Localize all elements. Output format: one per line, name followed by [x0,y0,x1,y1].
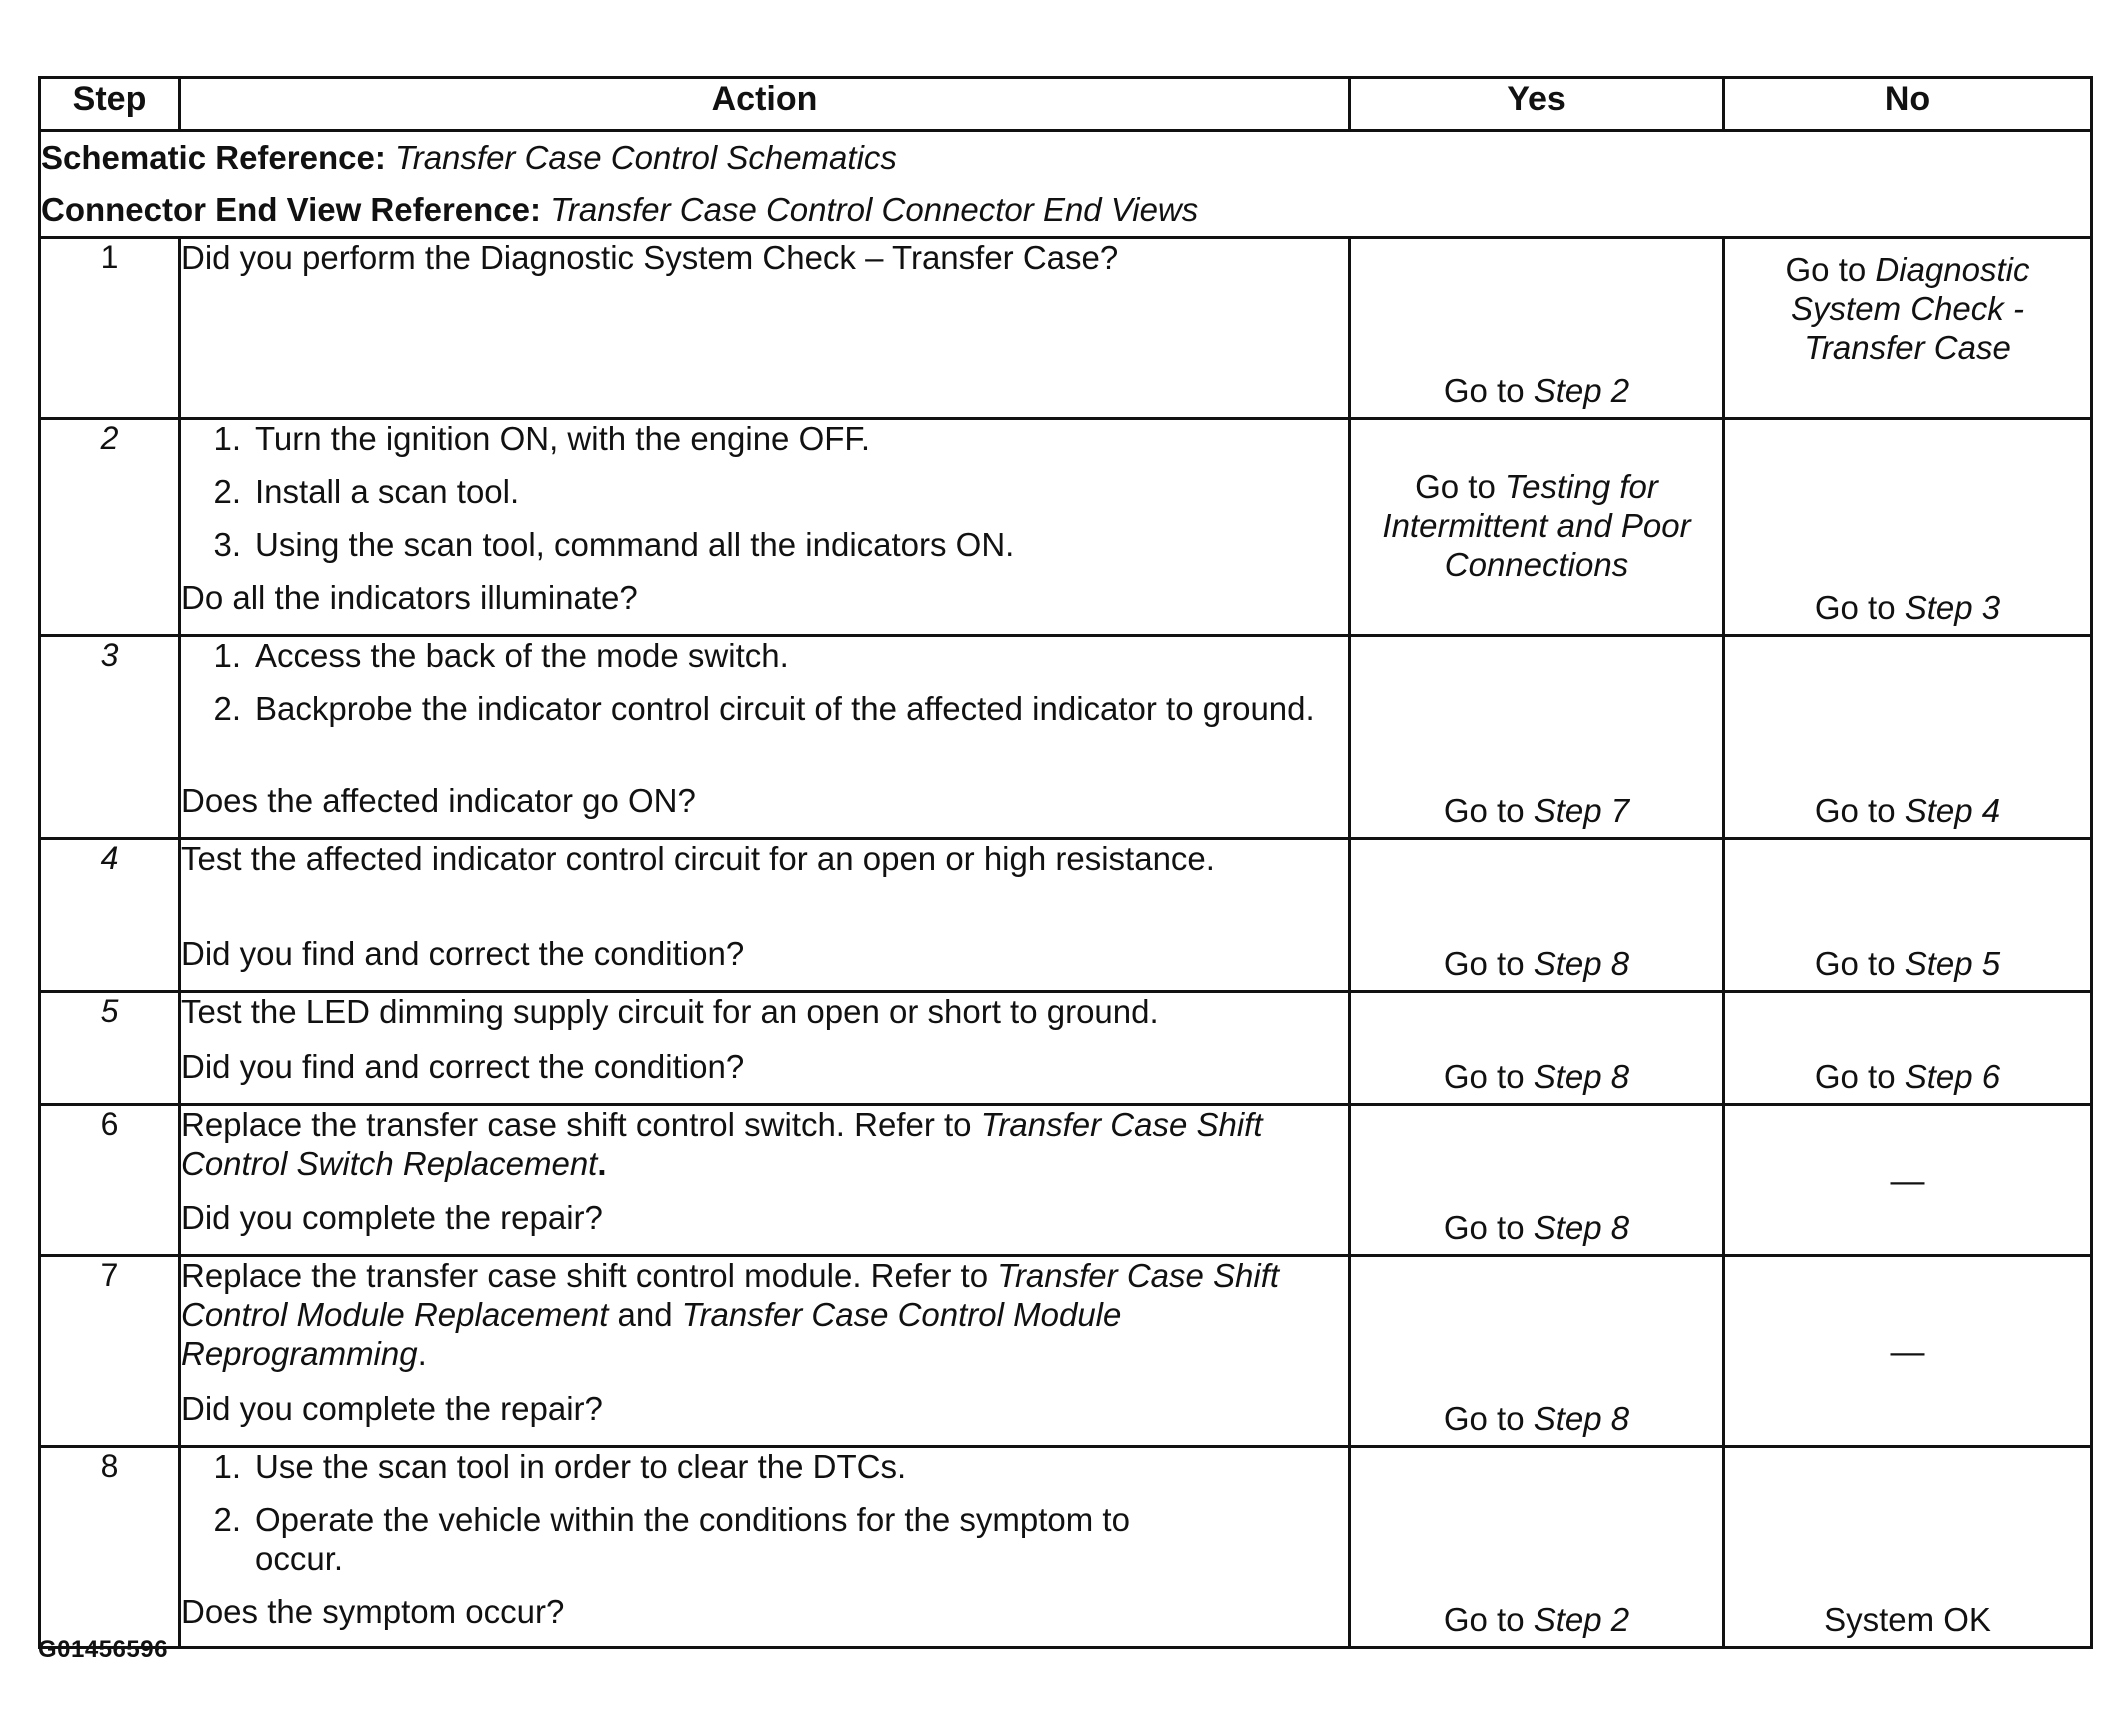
yes-link-line[interactable]: Testing for [1505,468,1658,505]
no-result[interactable] [1731,792,2084,831]
step-number: 5 [40,992,180,1105]
action-cell [180,1256,1350,1447]
step-question: Did you complete the repair? [181,1390,603,1428]
action-item: 1. Turn the ignition ON, with the engine OFF. [213,420,871,457]
step-row-8 [40,1447,2092,1648]
yes-result[interactable] [1357,792,1716,831]
step-question: Did you perform the Diagnostic System Check – Transfer Case? [181,239,1119,276]
reprogramming-procedure-link[interactable]: Transfer Case Control Module Reprogramming [181,1295,1122,1372]
go-to-text: Go to [1443,1209,1525,1247]
step-row-1 [40,238,2092,419]
step-question: Did you find and correct the condition? [181,935,745,973]
no-cell [1724,419,2092,636]
action-cell [180,419,1350,636]
go-to-text: Go to [1415,468,1496,505]
yes-step-link[interactable]: Step 7 [1533,792,1630,830]
yes-step-link[interactable]: Step 8 [1533,1058,1630,1096]
action-item: 2. Operate the vehicle within the conditions for the symptom to occur. [213,1500,1130,1577]
go-to-text: Go to [1443,792,1525,830]
step-row-3 [40,636,2092,839]
yes-step-link[interactable]: Step 2 [1533,372,1630,410]
step-question: Does the affected indicator go ON? [181,782,696,820]
step-row-5 [40,992,2092,1105]
yes-result[interactable] [1357,1058,1716,1097]
yes-step-link[interactable]: Step 2 [1533,1601,1630,1639]
header-no: No [1724,78,2092,131]
no-result[interactable] [1731,945,2084,984]
replacement-procedure-link[interactable]: Transfer Case Shift Control Switch Replacement [181,1106,1263,1182]
step-question: Do all the indicators illuminate? [181,579,638,617]
no-result[interactable] [1731,589,2084,628]
header-yes: Yes [1350,78,1724,131]
schematic-reference [41,132,2090,184]
yes-link-line[interactable]: Intermittent and Poor [1382,506,1691,544]
schematic-reference-label: Schematic Reference: [41,139,386,176]
no-cell [1724,1256,2092,1447]
yes-link-line[interactable]: Connections [1444,545,1629,583]
diagnostic-table [38,76,2093,1649]
figure-id: G01456596 [38,1636,168,1663]
yes-cell [1350,1105,1724,1256]
yes-step-link[interactable]: Step 8 [1533,1209,1630,1247]
step-question: Did you find and correct the condition? [181,1048,745,1086]
action-text: Replace the transfer case shift control switch. Refer to Transfer Case Shift Control Switch Replacement. [181,1106,1263,1182]
step-row-7 [40,1256,2092,1447]
connector-reference-label: Connector End View Reference: [41,191,542,228]
step-question: Does the symptom occur? [181,1592,565,1630]
header-row [40,78,2092,131]
no-cell [1724,1447,2092,1648]
action-item: 1. Use the scan tool in order to clear the DTCs. [213,1448,907,1485]
go-to-text: Go to [1785,251,1867,288]
step-number: 6 [40,1105,180,1256]
action-cell [180,238,1350,419]
yes-cell [1350,238,1724,419]
no-result-empty: — [1890,1332,1925,1371]
step-row-4 [40,839,2092,992]
step-question: Did you complete the repair? [181,1199,603,1237]
yes-cell [1350,419,1724,636]
step-number: 2 [40,419,180,636]
yes-result[interactable] [1357,468,1716,585]
step-number: 1 [40,238,180,419]
action-item: 1. Access the back of the mode switch. [213,637,789,674]
yes-result[interactable] [1357,1400,1716,1439]
connector-reference-link[interactable]: Transfer Case Control Connector End Views [550,191,1199,228]
go-to-text: Go to [1814,1058,1896,1096]
step-number: 3 [40,636,180,839]
connector-reference [41,184,2090,236]
no-cell [1724,839,2092,992]
go-to-text: Go to [1443,945,1525,983]
action-cell [180,636,1350,839]
replacement-procedure-link[interactable]: Transfer Case Shift Control Module Replacement [181,1257,1280,1333]
yes-result[interactable] [1357,372,1716,411]
action-cell [180,839,1350,992]
no-result[interactable] [1731,1058,2084,1097]
yes-step-link[interactable]: Step 8 [1533,1400,1630,1438]
no-link-line[interactable]: Diagnostic [1875,251,2030,288]
yes-cell [1350,1447,1724,1648]
no-cell [1724,238,2092,419]
yes-cell [1350,992,1724,1105]
no-cell [1724,1105,2092,1256]
step-number: 7 [40,1256,180,1447]
no-cell [1724,992,2092,1105]
yes-cell [1350,636,1724,839]
header-action: Action [180,78,1350,131]
step-number: 8 [40,1447,180,1648]
header-step: Step [40,78,180,131]
action-cell [180,992,1350,1105]
yes-step-link[interactable]: Step 8 [1533,945,1630,983]
yes-result[interactable] [1357,1209,1716,1248]
action-item: 3. Using the scan tool, command all the indicators ON. [213,525,1015,563]
go-to-text: Go to [1814,589,1896,627]
no-step-link[interactable]: Step 3 [1904,589,2001,627]
step-row-2 [40,419,2092,636]
action-text: Test the affected indicator control circuit for an open or high resistance. [181,840,1215,877]
action-item: 2. Backprobe the indicator control circuit of the affected indicator to ground. [213,689,1315,727]
no-link-line[interactable]: Transfer Case [1804,328,2011,366]
action-text: Replace the transfer case shift control module. Refer to Transfer Case Shift Control Module Replacement and Transfer Case Control Module Reprogramming. [181,1257,1280,1372]
action-item: 2. Install a scan tool. [213,472,520,510]
go-to-text: Go to [1443,372,1525,410]
step-number: 4 [40,839,180,992]
yes-cell [1350,839,1724,992]
no-step-link[interactable]: Step 6 [1904,1058,2001,1096]
no-result-empty: — [1890,1161,1925,1200]
go-to-text: Go to [1443,1601,1525,1639]
yes-cell [1350,1256,1724,1447]
no-result[interactable] [1731,251,2084,368]
yes-result[interactable] [1357,1601,1716,1640]
no-step-link[interactable]: Step 4 [1904,792,2001,830]
action-text: Test the LED dimming supply circuit for an open or short to ground. [181,993,1159,1030]
reference-cell [40,131,2092,238]
no-link-line[interactable]: System Check - [1791,289,2024,327]
yes-result[interactable] [1357,945,1716,984]
no-cell [1724,636,2092,839]
go-to-text: Go to [1443,1058,1525,1096]
schematic-reference-link[interactable]: Transfer Case Control Schematics [395,139,897,176]
no-result: System OK [1824,1601,1991,1639]
go-to-text: Go to [1814,945,1896,983]
action-cell [180,1447,1350,1648]
go-to-text: Go to [1814,792,1896,830]
step-row-6 [40,1105,2092,1256]
reference-row [40,131,2092,238]
go-to-text: Go to [1443,1400,1525,1438]
action-cell [180,1105,1350,1256]
no-step-link[interactable]: Step 5 [1904,945,2001,983]
